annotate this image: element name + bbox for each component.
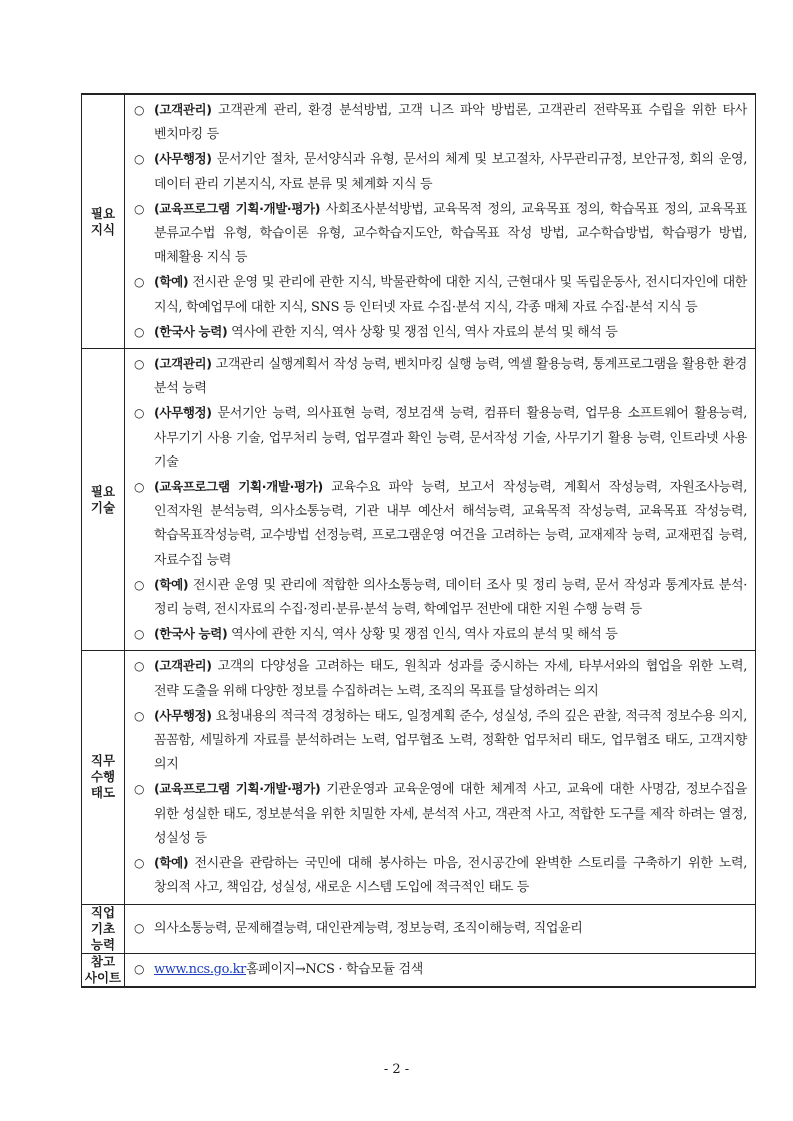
attitude-content (125, 651, 756, 904)
circle-bullet-icon: ○ (134, 659, 145, 674)
item-category: (고객관리) (154, 658, 212, 674)
circle-bullet-icon: ○ (134, 627, 145, 642)
item-category: (학예) (154, 855, 189, 871)
item-text: 역사에 관한 지식, 역사 상황 및 쟁점 인식, 역사 자료의 분석 및 해석 등 (227, 627, 618, 643)
item-category: (교육프로그램 기획·개발·평가) (154, 479, 323, 495)
circle-bullet-icon: ○ (134, 920, 145, 935)
knowledge-row (82, 94, 756, 349)
knowledge-item (134, 197, 747, 271)
skills-item (134, 573, 747, 622)
skills-item (134, 352, 747, 401)
basic-ability-row (82, 904, 756, 953)
knowledge-label: 필요 지식 (82, 94, 125, 349)
item-text: 문서기안 절차, 문서양식과 유형, 문서의 체계 및 보고절차, 사무관리규정, 보안규정, 회의 운영, 데이터 관리 기본지식, 자료 분류 및 체계화 지식 등 (154, 152, 747, 192)
skills-item (134, 622, 747, 647)
circle-bullet-icon: ○ (134, 324, 145, 339)
item-category: (사무행정) (154, 151, 212, 167)
circle-bullet-icon: ○ (134, 961, 145, 976)
item-text: 요청내용의 적극적 경청하는 태도, 일정계획 준수, 성실성, 주의 깊은 관찰, 적극적 정보수용 의지, 꼼꼼함, 세밀하게 자료를 분석하려는 노력, 업무협조 노력, 정확한 업무처리 태도, 업무협조 태도, 고객지향 의지 (154, 708, 747, 773)
item-category: (교육프로그램 기획·개발·평가) (154, 781, 321, 797)
item-category: (한국사 능력) (154, 323, 228, 339)
circle-bullet-icon: ○ (134, 782, 145, 797)
item-category: (학예) (154, 576, 189, 592)
attitude-item (134, 654, 747, 703)
ncs-site-link[interactable]: www.ncs.go.kr (154, 961, 247, 977)
basic-ability-text: 의사소통능력, 문제해결능력, 대인관계능력, 정보능력, 조직이해능력, 직업윤리 (154, 920, 583, 936)
item-category: (학예) (154, 274, 189, 290)
item-text: 교육수요 파악 능력, 보고서 작성능력, 계획서 작성능력, 자원조사능력, 인적자원 분석능력, 의사소통능력, 기관 내부 예산서 해석능력, 교육목적 작성능력, 교육목표 작성능력, 학습목표작성능력, 교수방법 선정능력, 프로그램운영 여건을 고려하는 능력, 교재제작 능력, 교재편집 능력, 자료수집 능력 (154, 480, 747, 568)
basic-ability-content (125, 904, 756, 953)
knowledge-item (134, 147, 747, 196)
circle-bullet-icon: ○ (134, 201, 145, 216)
item-text: 문서기안 능력, 의사표현 능력, 정보검색 능력, 컴퓨터 활용능력, 업무용 소프트웨어 활용능력, 사무기기 사용 기술, 업무처리 능력, 업무결과 확인 능력, 문서작성 기술, 사무기기 활용 능력, 인트라넷 사용 기술 (154, 406, 747, 470)
circle-bullet-icon: ○ (134, 357, 145, 372)
ncs-requirements-table (81, 93, 756, 988)
skills-item (134, 401, 747, 475)
attitude-item (134, 704, 747, 778)
item-text: 전시관을 관람하는 국민에 대해 봉사하는 마음, 전시공간에 완벽한 스토리를 구축하기 위한 노력, 창의적 사고, 책임감, 성실성, 새로운 시스템 도입에 적극적인 태도 등 (154, 856, 747, 896)
circle-bullet-icon: ○ (134, 152, 145, 167)
circle-bullet-icon: ○ (134, 275, 145, 290)
item-text: 고객관계 관리, 환경 분석방법, 고객 니즈 파악 방법론, 고객관리 전략목표 수립을 위한 타사 벤치마킹 등 (154, 103, 747, 143)
item-category: (교육프로그램 기획·개발·평가) (154, 200, 321, 216)
attitude-label: 직무 수행 태도 (82, 651, 125, 904)
knowledge-item (134, 98, 747, 147)
basic-ability-label: 직업 기초 능력 (82, 904, 125, 953)
reference-label: 참고 사이트 (82, 953, 125, 987)
knowledge-content (125, 94, 756, 349)
attitude-item (134, 851, 747, 900)
knowledge-item (134, 320, 747, 345)
item-text: 고객관리 실행계획서 작성 능력, 벤치마킹 실행 능력, 엑셀 활용능력, 통계프로그램을 활용한 환경 분석 능력 (154, 357, 747, 397)
item-text: 전시관 운영 및 관리에 적합한 의사소통능력, 데이터 조사 및 정리 능력, 문서 작성과 통계자료 분석·정리 능력, 전시자료의 수집·정리·분류·분석 능력, 학예업무 전반에 대한 지원 수행 능력 등 (154, 577, 747, 618)
item-category: (사무행정) (154, 707, 212, 723)
item-text: 사회조사분석방법, 교육목적 정의, 교육목표 정의, 학습목표 정의, 교육목표 분류교수법 유형, 학습이론 유형, 교수학습지도안, 학습목표 작성 방법, 교수학습방법, 학습평가 방법, 매체활용 지식 등 (154, 201, 747, 266)
item-category: (고객관리) (154, 102, 212, 117)
item-category: (사무행정) (154, 405, 212, 421)
circle-bullet-icon: ○ (134, 406, 145, 421)
circle-bullet-icon: ○ (134, 577, 145, 592)
circle-bullet-icon: ○ (134, 856, 145, 871)
reference-content (125, 953, 756, 987)
reference-item (134, 957, 747, 982)
item-text: 고객의 다양성을 고려하는 태도, 원칙과 성과를 중시하는 자세, 타부서와의 협업을 위한 노력, 전략 도출을 위해 다양한 정보를 수집하려는 노력, 조직의 목표를 달성하려는 의지 (154, 659, 747, 699)
circle-bullet-icon: ○ (134, 103, 145, 117)
item-category: (고객관리) (154, 356, 212, 372)
skills-content (125, 349, 756, 651)
skills-row (82, 349, 756, 651)
reference-suffix: 홈페이지→NCS · 학습모듈 검색 (246, 961, 423, 977)
item-text: 전시관 운영 및 관리에 관한 지식, 박물관학에 대한 지식, 근현대사 및 독립운동사, 전시디자인에 대한 지식, 학예업무에 대한 지식, SNS 등 인터넷 자료 수집·분석 지식, 각종 매체 자료 수집·분석 지식 등 (154, 275, 747, 315)
skills-item (134, 475, 747, 573)
attitude-row (82, 651, 756, 904)
attitude-item (134, 777, 747, 851)
basic-ability-item (134, 916, 747, 941)
knowledge-item (134, 270, 747, 319)
skills-label: 필요 기술 (82, 349, 125, 651)
reference-row (82, 953, 756, 987)
page-number: - 2 - (383, 1062, 410, 1077)
item-category: (한국사 능력) (154, 626, 228, 642)
item-text: 역사에 관한 지식, 역사 상황 및 쟁점 인식, 역사 자료의 분석 및 해석 등 (227, 324, 618, 340)
circle-bullet-icon: ○ (134, 480, 145, 495)
circle-bullet-icon: ○ (134, 708, 145, 723)
item-text: 기관운영과 교육운영에 대한 체계적 사고, 교육에 대한 사명감, 정보수집을 위한 성실한 태도, 정보분석을 위한 치밀한 자세, 분석적 사고, 객관적 사고, 적합한 도구를 제작 하려는 열정, 성실성 등 (154, 782, 747, 846)
